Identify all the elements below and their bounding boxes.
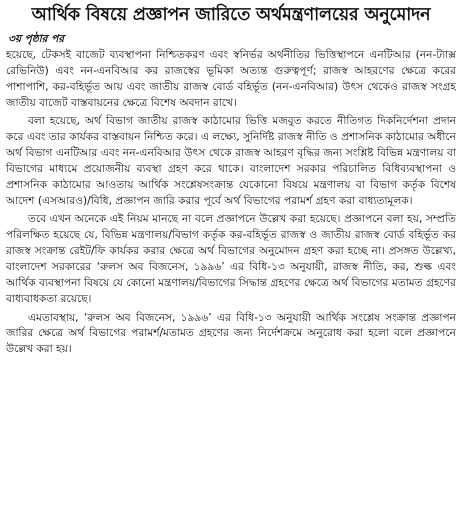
continued-from-label: ৩য় পৃষ্ঠার পর xyxy=(8,33,65,45)
article-paragraph: হয়েছে, টেকসই বাজেট ব্যবস্থাপনা নিশ্চিতকরণ এবং স্বনির্ভর অর্থনীতির ভিত্তিস্থাপনে এনটিআর (নন-ট্যাক্স রেভিনিউ) এবং নন-এনবিআর কর রাজস্বের ভূমিকা অত্যন্ত গুরুত্বপূর্ণ; রাজস্ব আহরণের ক্ষেত্রে করের পাশাপাশি, কর-বহির্ভূত আয় এবং জাতীয় রাজস্ব বোর্ড বহির্ভূত (নন-এনবিআর) উৎস থেকেও রাজস্ব সংগ্রহ জাতীয় বাজেট বাস্তবায়নের ক্ষেত্রে বিশেষ অবদান রাখে। xyxy=(6,49,456,109)
article-body xyxy=(6,48,456,358)
article-headline: আর্থিক বিষয়ে প্রজ্ঞাপন জারিতে অর্থমন্ত্রণালয়ের অনুমোদন xyxy=(31,5,431,25)
article-paragraph: এমতাবস্থায়, ‘রুলস অব বিজনেস, ১৯৯৬’ এর বিধি-১৩ অনুযায়ী আর্থিক সংশ্লেষ সংক্রান্ত প্রজ্ঞাপন জারির ক্ষেত্রে অর্থ বিভাগের পরামর্শ/মতামত গ্রহণের জন্য নির্দেশক্রমে অনুরোধ করা হলো বলে প্রজ্ঞাপনে উল্লেখ করা হয়। xyxy=(6,311,456,356)
article-paragraph: তবে এখন অনেকে এই নিয়ম মানছে না বলে প্রজ্ঞাপনে উল্লেখ করা হয়েছে। প্রজ্ঞাপনে বলা হয়, সম্প্রতি পরিলক্ষিত হয়েছে যে, বিভিন্ন মন্ত্রণালয়/বিভাগ কর্তৃক কর-বহির্ভূত রাজস্ব ও জাতীয় রাজস্ব বোর্ড বহির্ভূত কর রাজস্ব সংক্রান্ত রেইট/ফি কার্যকর করার ক্ষেত্রে অর্থ বিভাগের অনুমোদন গ্রহণ করা হচ্ছে না। প্রসঙ্গত উল্লেখ্য, বাংলাদেশ সরকারের ‘রুলস অব বিজনেস, ১৯৯৬’ এর বিধি-১৩ অনুযায়ী, রাজস্ব নীতি, কর, শুল্ক এবং আর্থিক ব্যবস্থাপনা বিষয়ে যে কোনো মন্ত্রণালয়/বিভাগের সিদ্ধান্ত গ্রহণের ক্ষেত্রে অর্থ বিভাগের মতামত গ্রহণের বাধ্যবাধকতা রয়েছে। xyxy=(6,213,456,305)
article-paragraph: বলা হয়েছে, অর্থ বিভাগ জাতীয় রাজস্ব কাঠামোর ভিত্তি মজবুত করতে নীতিগত দিকনির্দেশনা প্রদান করে এবং তার কার্যকর বাস্তবায়ন নিশ্চিত করে। এ লক্ষ্যে, সুনির্দিষ্ট রাজস্ব নীতি ও প্রশাসনিক কাঠামোর অধীনে অর্থ বিভাগ এনটিআর এবং নন-এনবিআর উৎস থেকে রাজস্ব আহরণ বৃদ্ধির জন্য সংশ্লিষ্ট বিভিন্ন মন্ত্রণালয় বা বিভাগের মাধ্যমে প্রয়োজনীয় ব্যবস্থা গ্রহণ করে থাকে। বাংলাদেশ সরকার পরিচালিত বিধিব্যবস্থাপনা ও প্রশাসনিক কাঠামোর আওতায় আর্থিক সংশ্লেষসংক্রান্ত যেকোনো বিষয়ে মন্ত্রণালয় বা বিভাগ কর্তৃক বিশেষ আদেশ (এসআরও)/বিধি, প্রজ্ঞাপন জারি করার পূর্বে অর্থ বিভাগের পরামর্শ গ্রহণ করা বাধ্যতামূলক। xyxy=(6,115,456,207)
